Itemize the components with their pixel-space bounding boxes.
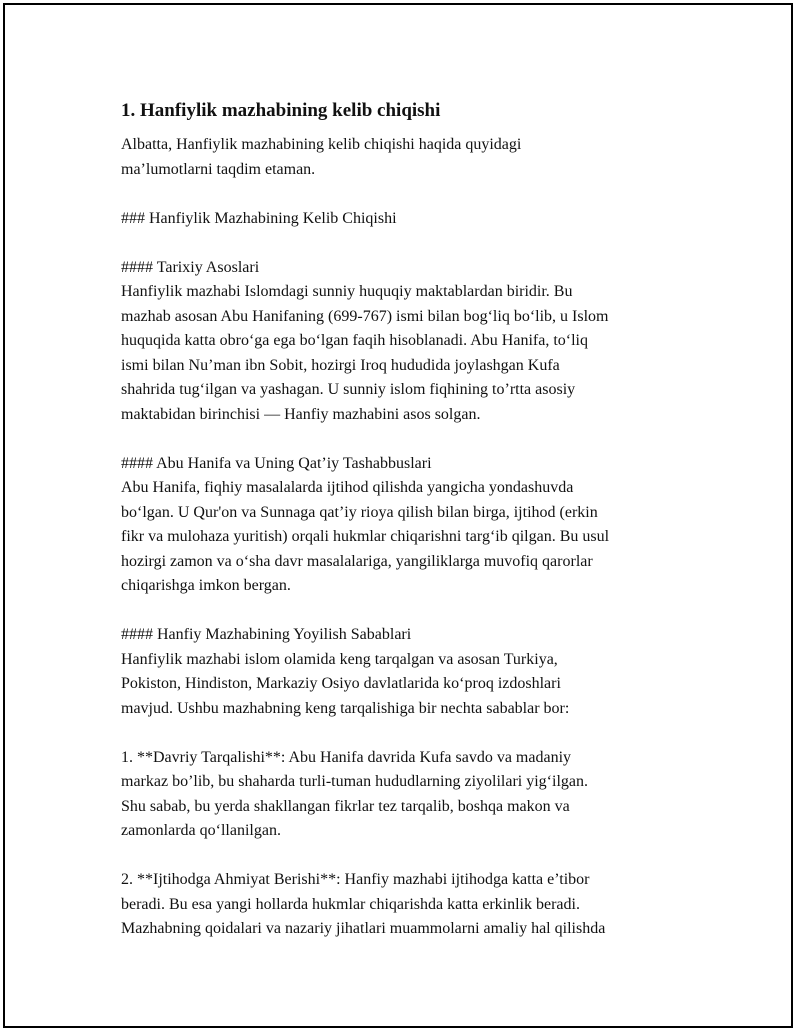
text-line: #### Abu Hanifa va Uning Qat’iy Tashabbuslari [121, 454, 432, 472]
page-title: 1. Hanfiylik mazhabining kelib chiqishi [121, 100, 441, 121]
text-line: #### Tarixiy Asoslari [121, 258, 260, 276]
text-line: Pokiston, Hindiston, Markaziy Osiyo davlatlarida ko‘proq izdoshlari [121, 675, 561, 692]
text-line: fikr va mulohaza yuritish) orqali hukmlar chiqarishni targ‘ib qilgan. Bu usul [121, 528, 610, 545]
paragraph [121, 256, 701, 428]
paragraph [121, 207, 701, 232]
text-line: zamonlarda qo‘llanilgan. [121, 822, 281, 839]
text-line: Hanfiylik mazhabi Islomdagi sunniy huquqiy maktablardan biridir. Bu [121, 283, 573, 300]
text-line: mazhab asosan Abu Hanifaning (699-767) ismi bilan bog‘liq bo‘lib, u Islom [121, 307, 609, 325]
document-body [121, 133, 701, 942]
text-line: ismi bilan Nu’man ibn Sobit, hozirgi Iroq hududida joylashgan Kufa [121, 356, 560, 374]
text-line: mavjud. Ushbu mazhabning keng tarqalishiga bir nechta sabablar bor: [121, 699, 570, 717]
text-line: #### Hanfiy Mazhabining Yoyilish Sabablari [121, 626, 412, 643]
paragraph-spacer [121, 599, 701, 624]
text-line: huquqida katta obro‘ga ega bo‘lgan faqih hisoblanadi. Abu Hanifa, to‘liq [121, 332, 588, 349]
document-content [121, 93, 701, 942]
text-line: Mazhabning qoidalari va nazariy jihatlari muammolarni amaliy hal qilishda [121, 920, 606, 937]
paragraph-spacer [121, 721, 701, 746]
paragraph [121, 452, 701, 599]
paragraph-spacer [121, 844, 701, 869]
text-line: ### Hanfiylik Mazhabining Kelib Chiqishi [121, 209, 397, 227]
paragraph [121, 868, 701, 942]
text-line: Albatta, Hanfiylik mazhabining kelib chiqishi haqida quyidagi [121, 136, 522, 153]
paragraph [121, 133, 701, 182]
text-line: Hanfiylik mazhabi islom olamida keng tarqalgan va asosan Turkiya, [121, 650, 558, 668]
paragraph [121, 746, 701, 844]
text-line: maktabidan birinchisi — Hanfiy mazhabini asos solgan. [121, 405, 481, 423]
text-line: Abu Hanifa, fiqhiy masalalarda ijtihod qilishda yangicha yondashuvda [121, 479, 574, 496]
text-line: bo‘lgan. U Qur'on va Sunnaga qat’iy rioya qilish bilan birga, ijtihod (erkin [121, 503, 598, 521]
text-line: shahrida tug‘ilgan va yashagan. U sunniy islom fiqhining to’rtta asosiy [121, 381, 576, 398]
text-line: chiqarishga imkon bergan. [121, 577, 291, 594]
text-line: ma’lumotlarni taqdim etaman. [121, 160, 316, 178]
text-line: beradi. Bu esa yangi hollarda hukmlar chiqarishda katta erkinlik beradi. [121, 895, 580, 913]
text-line: 1. **Davriy Tarqalishi**: Abu Hanifa davrida Kufa savdo va madaniy [121, 748, 572, 766]
paragraph-spacer [121, 231, 701, 256]
text-line: markaz bo’lib, bu shaharda turli-tuman hududlarning ziyolilari yig‘ilgan. [121, 773, 588, 790]
paragraph [121, 623, 701, 721]
document-page [3, 3, 793, 1028]
paragraph-spacer [121, 427, 701, 452]
text-line: hozirgi zamon va o‘sha davr masalalariga, yangiliklarga muvofiq qarorlar [121, 552, 593, 570]
text-line: Shu sabab, bu yerda shakllangan fikrlar tez tarqalib, boshqa makon va [121, 797, 570, 815]
paragraph-spacer [121, 182, 701, 207]
text-line: 2. **Ijtihodga Ahmiyat Berishi**: Hanfiy mazhabi ijtihodga katta e’tibor [121, 871, 590, 888]
